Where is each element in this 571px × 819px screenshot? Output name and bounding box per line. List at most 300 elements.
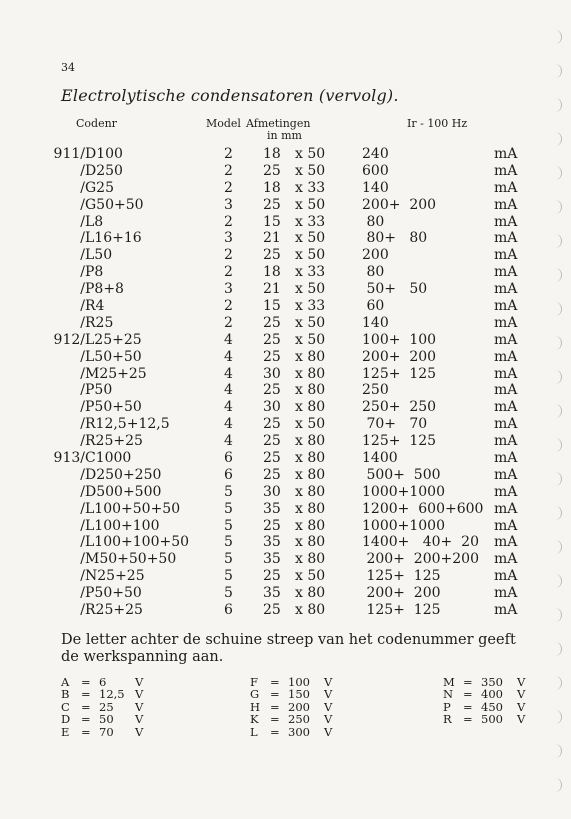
- code-prefix: 913/: [53, 450, 85, 467]
- ripple-cell: 1000+1000: [362, 483, 445, 500]
- code-suffix: L25+25: [85, 331, 142, 348]
- length-cell: x 33: [295, 298, 326, 315]
- legend-letter: H: [250, 699, 261, 714]
- code-suffix: R25+25: [85, 602, 143, 619]
- header-model: Model: [206, 117, 241, 130]
- unit-cell: mA: [494, 568, 518, 585]
- code-suffix: R4: [85, 298, 105, 315]
- header-ripple: Ir - 100 Hz: [407, 117, 468, 130]
- model-cell: 5: [224, 500, 233, 517]
- ripple-cell: 250: [362, 382, 389, 399]
- unit-cell: mA: [494, 399, 518, 416]
- model-cell: 5: [224, 483, 233, 500]
- legend-letter: E: [61, 724, 70, 739]
- legend-value: 450: [481, 699, 503, 714]
- unit-cell: mA: [494, 534, 518, 551]
- unit-cell: mA: [494, 230, 518, 247]
- unit-cell: mA: [494, 196, 518, 213]
- legend-letter: L: [250, 724, 258, 739]
- legend-letter: M: [443, 675, 455, 689]
- legend-value: 200: [288, 699, 310, 714]
- unit-cell: mA: [494, 602, 518, 619]
- binder-hole: [550, 540, 562, 554]
- code-suffix: M25+25: [85, 365, 147, 382]
- length-cell: x 80: [295, 517, 326, 534]
- code-prefix: /: [80, 602, 85, 619]
- voltage-legend-col-3: [443, 676, 525, 726]
- table-row: [0, 501, 571, 518]
- length-cell: x 80: [295, 348, 326, 365]
- code-prefix: /: [80, 416, 85, 433]
- length-cell: x 80: [295, 602, 326, 619]
- table-row: [0, 534, 571, 551]
- model-cell: 6: [224, 466, 233, 483]
- length-cell: x 50: [295, 162, 326, 179]
- length-cell: x 80: [295, 551, 326, 568]
- model-cell: 3: [224, 196, 233, 213]
- table-row: [0, 433, 571, 450]
- unit-cell: mA: [494, 179, 518, 196]
- ripple-cell: 200+ 200: [362, 196, 437, 213]
- diameter-cell: 30: [263, 365, 281, 382]
- diameter-cell: 25: [263, 382, 281, 399]
- diameter-cell: 21: [263, 281, 281, 298]
- unit-cell: mA: [494, 433, 518, 450]
- model-cell: 2: [224, 162, 233, 179]
- legend-unit: V: [324, 712, 333, 727]
- legend-letter: A: [61, 675, 70, 689]
- code-prefix: /: [80, 433, 85, 450]
- code-prefix: /: [80, 264, 85, 281]
- model-cell: 4: [224, 365, 233, 382]
- length-cell: x 80: [295, 365, 326, 382]
- table-row: [0, 484, 571, 501]
- table-row: [0, 332, 571, 349]
- legend-item: [61, 726, 143, 738]
- ripple-cell: 200+ 200: [362, 585, 441, 602]
- legend-value: 350: [481, 675, 503, 689]
- ripple-cell: 60: [362, 298, 385, 315]
- ripple-cell: 240: [362, 146, 389, 162]
- binder-hole: [550, 438, 562, 452]
- table-row: [0, 602, 571, 619]
- code-suffix: P50+50: [85, 585, 142, 602]
- ripple-cell: 125+ 125: [362, 365, 437, 382]
- model-cell: 2: [224, 264, 233, 281]
- legend-eq: =: [270, 687, 280, 702]
- table-row: [0, 467, 571, 484]
- length-cell: x 80: [295, 382, 326, 399]
- legend-letter: N: [443, 687, 454, 702]
- ripple-cell: 125+ 125: [362, 433, 437, 450]
- unit-cell: mA: [494, 162, 518, 179]
- page-title: Electrolytische condensatoren (vervolg).: [61, 86, 399, 105]
- code-suffix: L100+100+50: [85, 534, 190, 551]
- ripple-cell: 1400: [362, 450, 398, 467]
- code-suffix: D250+250: [85, 466, 162, 483]
- legend-value: 6: [99, 675, 107, 689]
- model-cell: 6: [224, 602, 233, 619]
- length-cell: x 33: [295, 179, 326, 196]
- diameter-cell: 35: [263, 585, 281, 602]
- diameter-cell: 25: [263, 466, 281, 483]
- legend-unit: V: [324, 699, 333, 714]
- diameter-cell: 25: [263, 416, 281, 433]
- table-row: [0, 349, 571, 366]
- diameter-cell: 15: [263, 298, 281, 315]
- length-cell: x 50: [295, 331, 326, 348]
- legend-item: [250, 713, 332, 725]
- unit-cell: mA: [494, 281, 518, 298]
- binder-hole: [550, 166, 562, 180]
- binder-hole: [550, 404, 562, 418]
- binder-hole: [550, 574, 562, 588]
- table-row: [0, 518, 571, 535]
- legend-unit: V: [517, 687, 526, 702]
- table-row: [0, 366, 571, 383]
- table-row: [0, 214, 571, 231]
- legend-unit: V: [135, 687, 144, 702]
- table-row: [0, 180, 571, 197]
- length-cell: x 50: [295, 230, 326, 247]
- legend-unit: V: [517, 675, 526, 689]
- code-suffix: D100: [85, 146, 123, 162]
- code-suffix: D500+500: [85, 483, 162, 500]
- ripple-cell: 125+ 125: [362, 568, 441, 585]
- code-suffix: R25+25: [85, 433, 143, 450]
- legend-unit: V: [324, 687, 333, 702]
- ripple-cell: 1000+1000: [362, 517, 445, 534]
- unit-cell: mA: [494, 483, 518, 500]
- ripple-cell: 250+ 250: [362, 399, 437, 416]
- binder-hole: [550, 234, 562, 248]
- legend-eq: =: [81, 687, 91, 702]
- length-cell: x 50: [295, 146, 326, 162]
- unit-cell: mA: [494, 416, 518, 433]
- header-dimensions: Afmetingen: [246, 117, 311, 130]
- code-prefix: /: [80, 466, 85, 483]
- legend-unit: V: [135, 675, 144, 689]
- unit-cell: mA: [494, 517, 518, 534]
- code-prefix: /: [80, 162, 85, 179]
- code-prefix: /: [80, 281, 85, 298]
- binder-hole: [550, 370, 562, 384]
- table-row: [0, 264, 571, 281]
- legend-value: 150: [288, 687, 310, 702]
- length-cell: x 80: [295, 433, 326, 450]
- legend-value: 25: [99, 699, 114, 714]
- code-suffix: G50+50: [85, 196, 144, 213]
- legend-eq: =: [270, 712, 280, 727]
- code-suffix: L100+100: [85, 517, 160, 534]
- ripple-cell: 140: [362, 179, 389, 196]
- legend-value: 400: [481, 687, 503, 702]
- legend-unit: V: [135, 724, 144, 739]
- code-suffix: R25: [85, 314, 114, 331]
- diameter-cell: 30: [263, 483, 281, 500]
- model-cell: 5: [224, 534, 233, 551]
- legend-item: [443, 713, 525, 725]
- table-row: [0, 281, 571, 298]
- table-row: [0, 416, 571, 433]
- model-cell: 4: [224, 433, 233, 450]
- binder-hole: [550, 506, 562, 520]
- legend-letter: B: [61, 687, 70, 702]
- ripple-cell: 500+ 500: [362, 466, 441, 483]
- length-cell: x 80: [295, 466, 326, 483]
- diameter-cell: 25: [263, 162, 281, 179]
- table-row: [0, 163, 571, 180]
- ripple-cell: 100+ 100: [362, 331, 437, 348]
- ripple-cell: 200: [362, 247, 389, 264]
- model-cell: 2: [224, 179, 233, 196]
- diameter-cell: 35: [263, 551, 281, 568]
- header-dimensions-unit: in mm: [267, 129, 302, 142]
- ripple-cell: 140: [362, 314, 389, 331]
- diameter-cell: 18: [263, 179, 281, 196]
- code-prefix: /: [80, 382, 85, 399]
- model-cell: 4: [224, 399, 233, 416]
- code-suffix: M50+50+50: [85, 551, 177, 568]
- binder-hole: [550, 336, 562, 350]
- length-cell: x 80: [295, 500, 326, 517]
- code-prefix: /: [80, 196, 85, 213]
- legend-unit: V: [517, 699, 526, 714]
- code-suffix: R12,5+12,5: [85, 416, 170, 433]
- model-cell: 3: [224, 281, 233, 298]
- binder-hole: [550, 200, 562, 214]
- code-prefix: /: [80, 298, 85, 315]
- model-cell: 2: [224, 314, 233, 331]
- code-suffix: L100+50+50: [85, 500, 181, 517]
- table-row: [0, 551, 571, 568]
- code-prefix: /: [80, 399, 85, 416]
- legend-letter: P: [443, 699, 451, 714]
- code-prefix: /: [80, 568, 85, 585]
- code-prefix: 911/: [53, 146, 85, 162]
- unit-cell: mA: [494, 450, 518, 467]
- table-row: [0, 585, 571, 602]
- legend-eq: =: [270, 699, 280, 714]
- code-suffix: D250: [85, 162, 123, 179]
- ripple-cell: 600: [362, 162, 389, 179]
- diameter-cell: 25: [263, 196, 281, 213]
- code-prefix: /: [80, 314, 85, 331]
- model-cell: 4: [224, 382, 233, 399]
- ripple-cell: 200+ 200: [362, 348, 437, 365]
- length-cell: x 80: [295, 534, 326, 551]
- model-cell: 5: [224, 517, 233, 534]
- model-cell: 4: [224, 348, 233, 365]
- legend-eq: =: [270, 724, 280, 739]
- length-cell: x 80: [295, 450, 326, 467]
- ripple-cell: 80: [362, 213, 385, 230]
- length-cell: x 33: [295, 264, 326, 281]
- binder-hole: [550, 778, 562, 792]
- binder-hole: [550, 676, 562, 690]
- length-cell: x 80: [295, 399, 326, 416]
- model-cell: 5: [224, 585, 233, 602]
- diameter-cell: 35: [263, 500, 281, 517]
- legend-item: [250, 688, 332, 700]
- voltage-note: De letter achter de schuine streep van het codenummer geeft de werkspanning aan.: [61, 632, 516, 665]
- diameter-cell: 15: [263, 213, 281, 230]
- diameter-cell: 25: [263, 450, 281, 467]
- ripple-cell: 50+ 50: [362, 281, 428, 298]
- legend-letter: C: [61, 699, 70, 714]
- binder-hole: [550, 302, 562, 316]
- code-suffix: L50+50: [85, 348, 142, 365]
- binder-hole: [550, 608, 562, 622]
- length-cell: x 50: [295, 247, 326, 264]
- unit-cell: mA: [494, 298, 518, 315]
- unit-cell: mA: [494, 500, 518, 517]
- legend-eq: =: [81, 712, 91, 727]
- voltage-legend-col-2: [250, 676, 332, 738]
- table-row: [0, 399, 571, 416]
- diameter-cell: 25: [263, 433, 281, 450]
- legend-eq: =: [463, 699, 473, 714]
- code-prefix: /: [80, 213, 85, 230]
- table-row: [0, 315, 571, 332]
- legend-value: 12,5: [99, 687, 125, 702]
- capacitor-table: [0, 146, 571, 619]
- ripple-cell: 1200+ 600+600: [362, 500, 484, 517]
- legend-eq: =: [81, 675, 91, 689]
- legend-unit: V: [135, 699, 144, 714]
- code-prefix: /: [80, 483, 85, 500]
- diameter-cell: 25: [263, 331, 281, 348]
- legend-unit: V: [324, 724, 333, 739]
- legend-item: [61, 713, 143, 725]
- diameter-cell: 25: [263, 314, 281, 331]
- unit-cell: mA: [494, 551, 518, 568]
- code-suffix: P8+8: [85, 281, 124, 298]
- code-prefix: 912/: [53, 331, 85, 348]
- header-code: Codenr: [76, 117, 117, 130]
- length-cell: x 80: [295, 483, 326, 500]
- legend-letter: R: [443, 712, 452, 727]
- page-number: 34: [61, 61, 75, 74]
- diameter-cell: 18: [263, 146, 281, 162]
- legend-eq: =: [463, 687, 473, 702]
- code-prefix: /: [80, 551, 85, 568]
- diameter-cell: 25: [263, 348, 281, 365]
- unit-cell: mA: [494, 348, 518, 365]
- code-suffix: P50: [85, 382, 113, 399]
- unit-cell: mA: [494, 331, 518, 348]
- binder-hole: [550, 268, 562, 282]
- legend-value: 50: [99, 712, 114, 727]
- diameter-cell: 30: [263, 399, 281, 416]
- code-suffix: N25+25: [85, 568, 145, 585]
- code-prefix: /: [80, 517, 85, 534]
- legend-value: 500: [481, 712, 503, 727]
- legend-letter: K: [250, 712, 259, 727]
- table-row: [0, 197, 571, 214]
- legend-eq: =: [81, 699, 91, 714]
- legend-eq: =: [270, 675, 280, 689]
- model-cell: 2: [224, 146, 233, 162]
- code-suffix: L16+16: [85, 230, 142, 247]
- legend-letter: F: [250, 675, 258, 689]
- code-suffix: G25: [85, 179, 114, 196]
- code-suffix: P8: [85, 264, 104, 281]
- unit-cell: mA: [494, 382, 518, 399]
- code-prefix: /: [80, 348, 85, 365]
- binder-hole: [550, 744, 562, 758]
- legend-value: 70: [99, 724, 114, 739]
- diameter-cell: 18: [263, 264, 281, 281]
- length-cell: x 50: [295, 416, 326, 433]
- code-suffix: C1000: [85, 450, 132, 467]
- model-cell: 4: [224, 331, 233, 348]
- binder-hole: [550, 98, 562, 112]
- table-row: [0, 382, 571, 399]
- binder-hole: [550, 472, 562, 486]
- legend-letter: D: [61, 712, 71, 727]
- legend-value: 100: [288, 675, 310, 689]
- table-row: [0, 298, 571, 315]
- diameter-cell: 25: [263, 602, 281, 619]
- ripple-cell: 80+ 80: [362, 230, 428, 247]
- diameter-cell: 21: [263, 230, 281, 247]
- length-cell: x 50: [295, 314, 326, 331]
- length-cell: x 33: [295, 213, 326, 230]
- diameter-cell: 25: [263, 247, 281, 264]
- model-cell: 5: [224, 551, 233, 568]
- legend-eq: =: [463, 712, 473, 727]
- legend-unit: V: [517, 712, 526, 727]
- legend-item: [443, 688, 525, 700]
- binder-hole: [550, 642, 562, 656]
- ripple-cell: 1400+ 40+ 20: [362, 534, 479, 551]
- unit-cell: mA: [494, 213, 518, 230]
- code-prefix: /: [80, 500, 85, 517]
- table-row: [0, 230, 571, 247]
- unit-cell: mA: [494, 365, 518, 382]
- voltage-legend-col-1: [61, 676, 143, 738]
- legend-value: 250: [288, 712, 310, 727]
- diameter-cell: 25: [263, 517, 281, 534]
- model-cell: 2: [224, 213, 233, 230]
- model-cell: 4: [224, 416, 233, 433]
- length-cell: x 50: [295, 568, 326, 585]
- legend-eq: =: [81, 724, 91, 739]
- diameter-cell: 35: [263, 534, 281, 551]
- ripple-cell: 80: [362, 264, 385, 281]
- legend-eq: =: [463, 675, 473, 689]
- code-prefix: /: [80, 534, 85, 551]
- binder-hole: [550, 30, 562, 44]
- code-prefix: /: [80, 247, 85, 264]
- unit-cell: mA: [494, 585, 518, 602]
- unit-cell: mA: [494, 466, 518, 483]
- binder-hole: [550, 710, 562, 724]
- unit-cell: mA: [494, 146, 518, 162]
- code-prefix: /: [80, 585, 85, 602]
- code-suffix: L50: [85, 247, 113, 264]
- code-suffix: P50+50: [85, 399, 142, 416]
- unit-cell: mA: [494, 264, 518, 281]
- legend-unit: V: [135, 712, 144, 727]
- unit-cell: mA: [494, 314, 518, 331]
- model-cell: 3: [224, 230, 233, 247]
- model-cell: 6: [224, 450, 233, 467]
- ripple-cell: 125+ 125: [362, 602, 441, 619]
- legend-value: 300: [288, 724, 310, 739]
- legend-item: [61, 688, 143, 700]
